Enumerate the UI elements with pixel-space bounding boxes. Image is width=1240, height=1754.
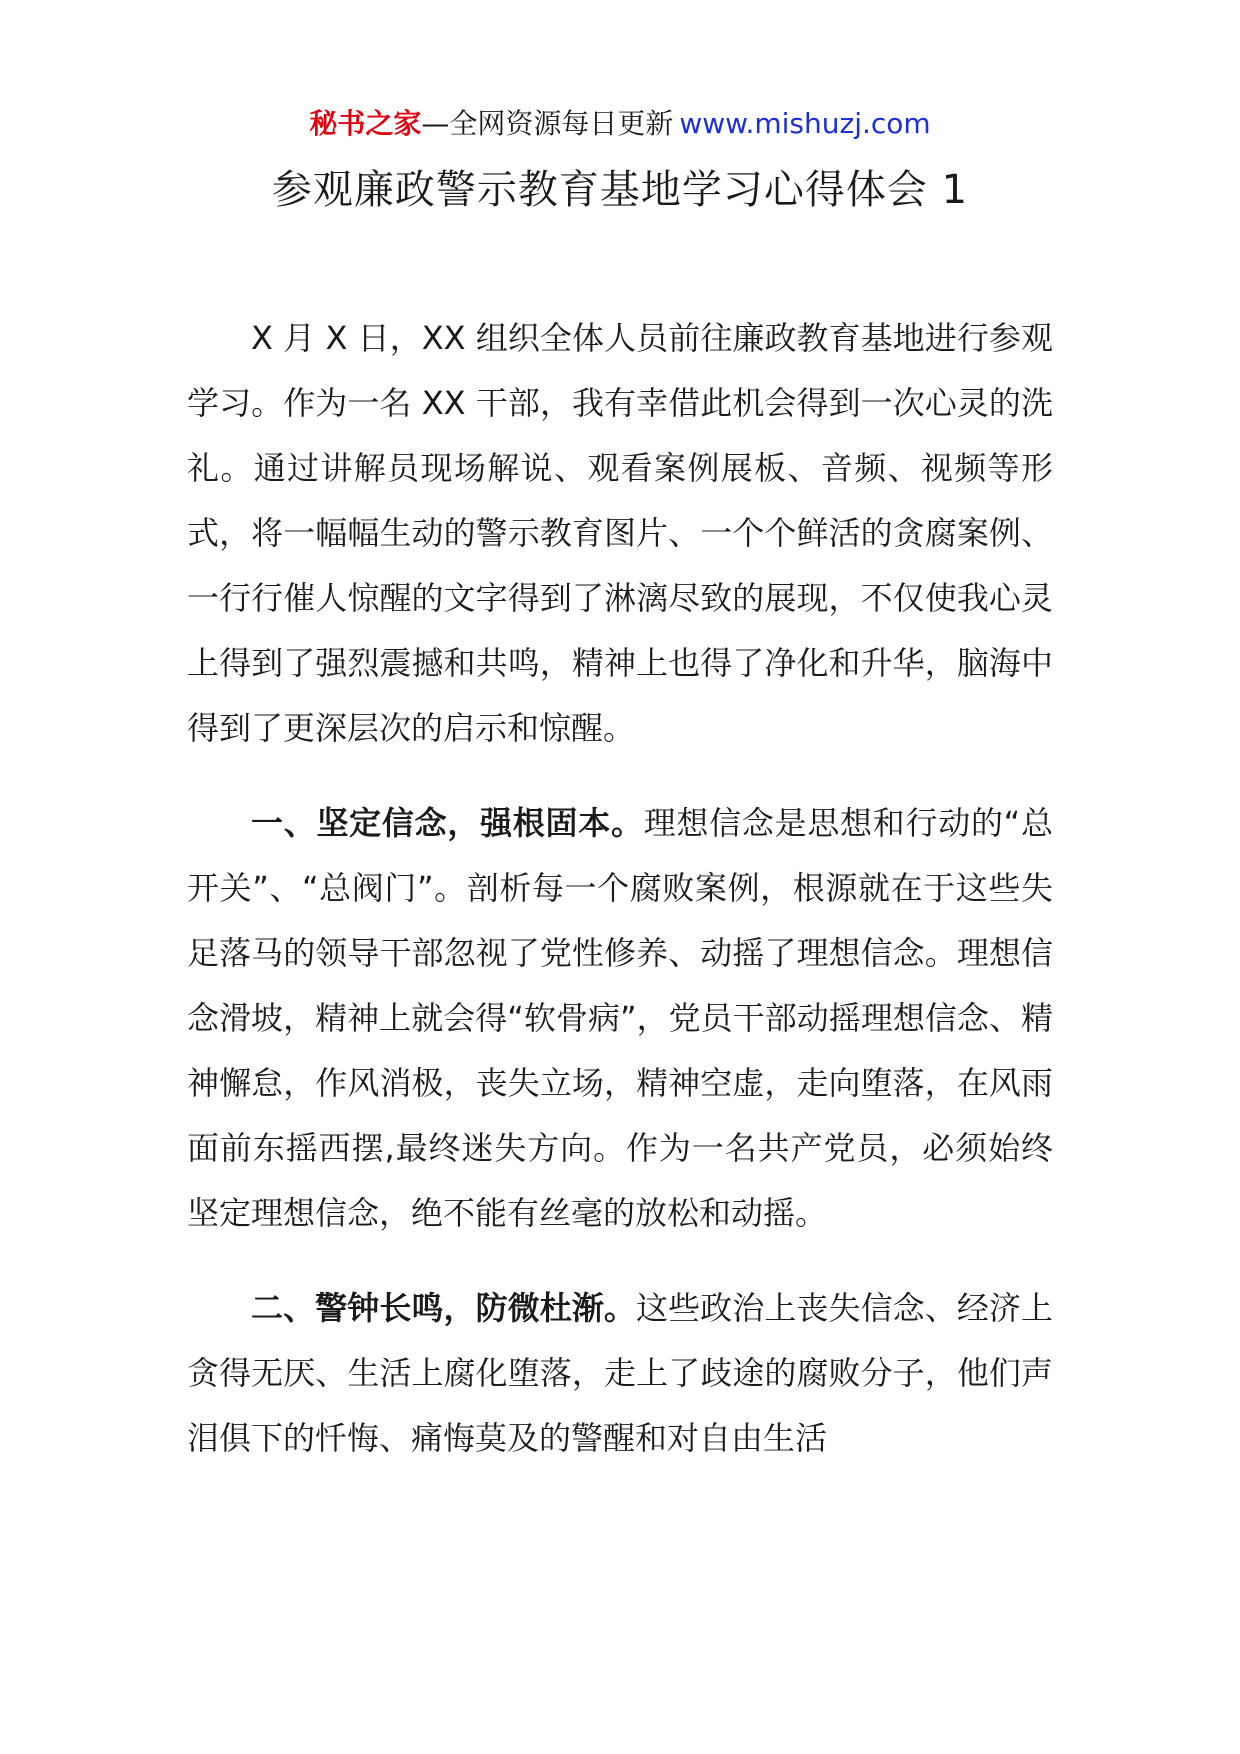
section-heading: 二、警钟长鸣，防微杜渐。: [251, 1289, 636, 1327]
site-header: [0, 104, 1240, 144]
brand-name: 秘书之家: [309, 107, 422, 140]
paragraph-intro: [187, 306, 1053, 761]
paragraph-section-1: [187, 791, 1053, 1246]
section-heading: 一、坚定信念，强根固本。: [251, 804, 644, 842]
header-tagline: —全网资源每日更新: [421, 107, 674, 140]
paragraph-text: 这些政治上丧失信念、经济上贪得无厌、生活上腐化堕落，走上了歧途的腐败分子，他们声泪俱下的忏悔、痛悔莫及的警醒和对自由生活: [187, 1289, 1053, 1457]
document-title: 参观廉政警示教育基地学习心得体会 1: [271, 167, 969, 213]
document-body: [187, 306, 1053, 1501]
paragraph-section-2: [187, 1276, 1053, 1471]
site-url-link[interactable]: www.mishuzj.com: [679, 107, 931, 140]
paragraph-text: 理想信念是思想和行动的“总开关”、“总阀门”。剖析每一个腐败案例，根源就在于这些失足落马的领导干部忽视了党性修养、动摇了理想信念。理想信念滑坡，精神上就会得“软骨病”，党员干部动摇理想信念、精神懈怠，作风消极，丧失立场，精神空虚，走向堕落，在风雨面前东摇西摆,最终迷失方向。作为一名共产党员，必须始终坚定理想信念，绝不能有丝毫的放松和动摇。: [187, 804, 1053, 1232]
paragraph-text: X 月 X 日，XX 组织全体人员前往廉政教育基地进行参观学习。作为一名 XX 干部，我有幸借此机会得到一次心灵的洗礼。通过讲解员现场解说、观看案例展板、音频、视频等形式，将一幅幅生动的警示教育图片、一个个鲜活的贪腐案例、一行行催人惊醒的文字得到了淋漓尽致的展现，不仅使我心灵上得到了强烈震撼和共鸣，精神上也得了净化和升华，脑海中得到了更深层次的启示和惊醒。: [187, 319, 1053, 747]
